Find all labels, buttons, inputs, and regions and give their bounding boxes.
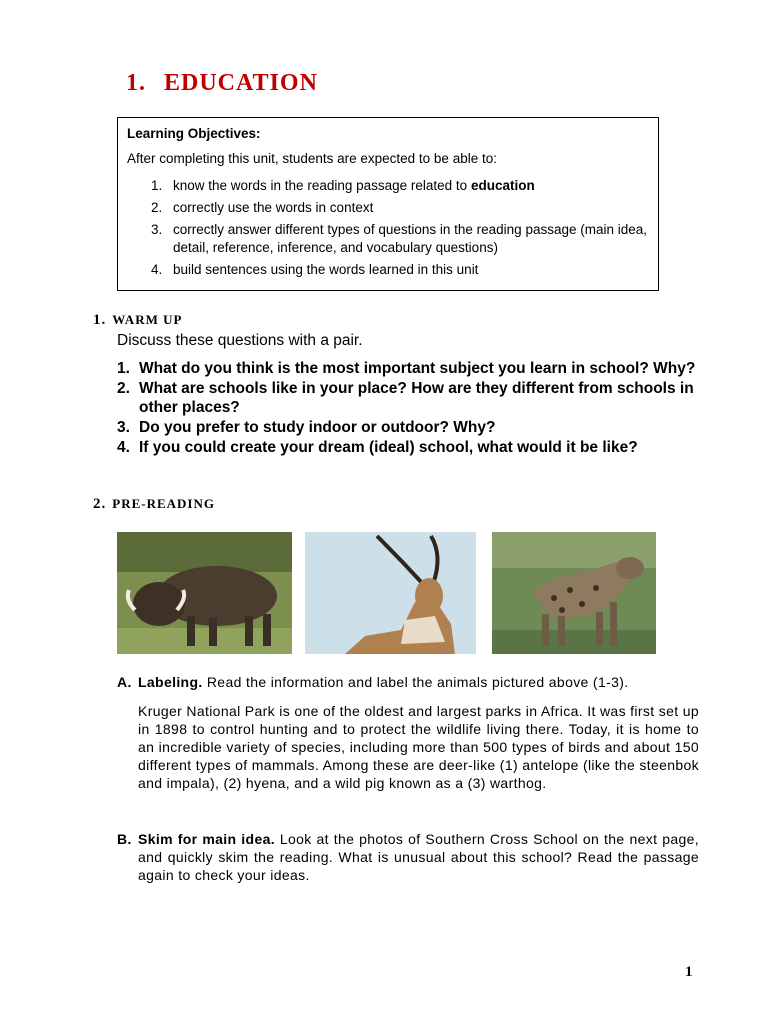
- learning-objectives-box: [117, 117, 659, 291]
- objective-text: correctly use the words in context: [173, 200, 374, 215]
- section-title: WARM UP: [112, 312, 183, 327]
- task-a: [117, 673, 699, 691]
- question-item: [117, 359, 697, 378]
- pre-reading-heading: [93, 496, 215, 513]
- objective-item: [127, 177, 649, 195]
- objective-item: [127, 199, 649, 217]
- warm-up-heading: [93, 312, 182, 329]
- page-number: 1: [685, 964, 693, 980]
- task-letter: A.: [117, 674, 132, 690]
- task-instruction: Read the information and label the animals pictured above (1-3).: [202, 674, 629, 690]
- question-number: 4.: [117, 439, 130, 456]
- kruger-passage: Kruger National Park is one of the oldest and largest parks in Africa. It was first set up in 1898 to control hunting and to protect the wildlife living there. Today, it is home to an incredible variety of species, including more than 500 types of birds and about 150 different types of mammals. Among these are deer-like (1) antelope (like the steenbok and impala), (2) hyena, and a wild pig known as a (3) warthog.: [138, 703, 699, 791]
- objective-number: 2.: [151, 200, 163, 215]
- antelope-photo: [305, 532, 476, 654]
- question-text: Do you prefer to study indoor or outdoor? Why?: [139, 419, 496, 436]
- objective-number: 1.: [151, 178, 163, 193]
- section-number: 1.: [93, 312, 107, 328]
- objectives-heading: Learning Objectives:: [127, 126, 261, 141]
- objective-text: build sentences using the words learned in this unit: [173, 262, 479, 277]
- objective-number: 3.: [151, 222, 163, 237]
- task-instruction: Look at the photos of Southern Cross School on the next page, and quickly skim the reading. What is unusual about this school? Read the passage again to check your ideas.: [138, 831, 699, 883]
- question-item: [117, 418, 697, 437]
- task-lead: Skim for main idea.: [138, 831, 275, 847]
- question-number: 1.: [117, 360, 130, 377]
- antelope-icon: [305, 532, 476, 654]
- warthog-photo: [117, 532, 292, 654]
- question-text: What do you think is the most important subject you learn in school? Why?: [139, 360, 696, 377]
- section-number: 2.: [93, 496, 107, 512]
- question-item: [117, 438, 697, 457]
- question-text: If you could create your dream (ideal) school, what would it be like?: [139, 439, 638, 456]
- warm-up-questions: [117, 359, 697, 457]
- unit-title: [126, 70, 318, 97]
- question-text: What are schools like in your place? How are they different from schools in other places?: [139, 380, 694, 416]
- question-number: 2.: [117, 380, 130, 397]
- section-title: PRE-READING: [112, 496, 215, 511]
- objectives-intro: After completing this unit, students are expected to be able to:: [127, 151, 497, 166]
- objectives-list: [127, 177, 649, 279]
- hyena-icon: [492, 532, 656, 654]
- warm-up-instruction: Discuss these questions with a pair.: [117, 332, 363, 349]
- objective-item: [127, 261, 649, 279]
- task-lead: Labeling.: [138, 674, 203, 690]
- objective-text: know the words in the reading passage related to: [173, 178, 471, 193]
- objective-keyword: education: [470, 178, 535, 193]
- objective-text: correctly answer different types of questions in the reading passage (main idea, detail, reference, inference, and vocabulary questions): [173, 222, 648, 255]
- task-letter: B.: [117, 831, 132, 847]
- task-b: [117, 830, 699, 884]
- hyena-photo: [492, 532, 656, 654]
- unit-number: 1.: [126, 70, 146, 96]
- question-number: 3.: [117, 419, 130, 436]
- question-item: [117, 379, 697, 417]
- warthog-icon: [117, 532, 292, 654]
- unit-title-text: EDUCATION: [164, 70, 318, 96]
- objective-item: [127, 221, 649, 257]
- objective-number: 4.: [151, 262, 163, 277]
